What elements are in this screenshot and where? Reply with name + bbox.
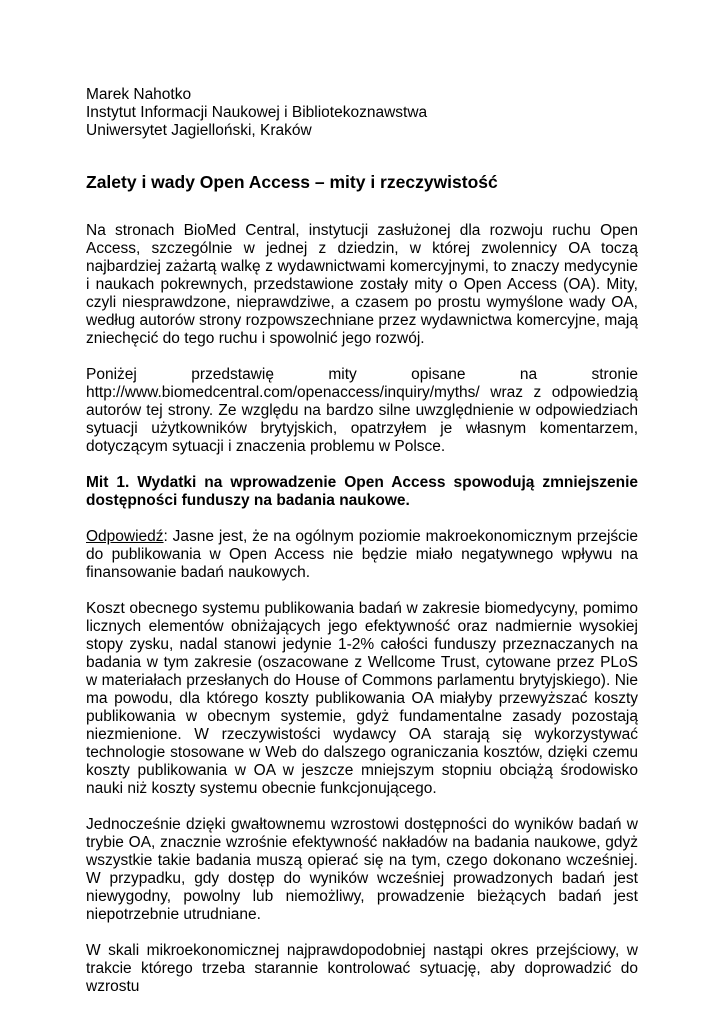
- paragraph-myths-source: Poniżej przedstawię mity opisane na stronie http://www.biomedcentral.com/openaccess/inquiry/myths/ wraz z odpowiedzią autorów tej strony. Ze względu na bardzo silne uwzględnienie w odpowiedziach sytuacji użytkowników brytyjskich, opatrzyłem je własnym komentarzem, dotyczącym sytuacji i znaczenia problemu w Polsce.: [86, 366, 638, 455]
- author-name: Marek Nahotko: [86, 86, 192, 103]
- myth-1-heading: Mit 1. Wydatki na wprowadzenie Open Access spowodują zmniejszenie dostępności funduszy na badania naukowe.: [86, 474, 638, 509]
- paragraph-intro: Na stronach BioMed Central, instytucji zasłużonej dla rozwoju ruchu Open Access, szczególnie w jednej z dziedzin, w której zwolennicy OA toczą najbardziej zażartą walkę z wydawnictwami komercyjnymi, to znaczy medycynie i naukach pokrewnych, przedstawione zostały mity o Open Access (OA). Mity, czyli niesprawdzone, nieprawdziwe, a czasem po prostu wymyślone wady OA, według autorów strony rozpowszechniane przez wydawnictwa komercyjne, mają zniechęcić do tego ruchu i spowolnić jego rozwój.: [86, 222, 638, 347]
- paragraph-cost: Koszt obecnego systemu publikowania badań w zakresie biomedycyny, pomimo licznych elementów obniżających jego efektywność oraz nadmiernie wysokiej stopy zysku, nadal stanowi jedynie 1-2% całości funduszy przeznaczanych na badania w tym zakresie (oszacowane z Wellcome Trust, cytowane przez PLoS w materiałach przesłanych do House of Commons parlamentu brytyjskiego). Nie ma powodu, dla którego koszty publikowania OA miałyby przewyższać koszty publikowania w obecnym systemie, gdyż fundamentalne zasady pozostają niezmienione. W rzeczywistości wydawcy OA starają się wykorzystywać technologie stosowane w Web do dalszego ograniczania kosztów, dzięki czemu koszty publikowania w OA w jeszcze mniejszym stopniu obciążą środowisko nauki niż koszty systemu obecnie funkcjonującego.: [86, 600, 638, 797]
- answer-label: Odpowiedź: [86, 528, 164, 545]
- paragraph-efficiency: Jednocześnie dzięki gwałtownemu wzrostowi dostępności do wyników badań w trybie OA, znacznie wzrośnie efektywność nakładów na badania naukowe, gdyż wszystkie takie badania muszą opierać się na tym, czego dokonano wcześniej. W przypadku, gdy dostęp do wyników wcześniej prowadzonych badań jest niewygodny, powolny lub niemożliwy, prowadzenie bieżących badań jest niepotrzebnie utrudniane.: [86, 816, 638, 923]
- paragraph-answer: [86, 528, 638, 582]
- paragraph-microeconomic: W skali mikroekonomicznej najprawdopodobniej nastąpi okres przejściowy, w trakcie którego trzeba starannie kontrolować sytuację, aby doprowadzić do wzrostu: [86, 942, 638, 995]
- body-text: [86, 222, 638, 1014]
- answer-text: : Jasne jest, że na ogólnym poziomie makroekonomicznym przejście do publikowania w Open Access nie będzie miało negatywnego wpływu na finansowanie badań naukowych.: [86, 528, 638, 581]
- document-title: Zalety i wady Open Access – mity i rzeczywistość: [86, 172, 498, 192]
- author-institute: Instytut Informacji Naukowej i Bibliotekoznawstwa: [86, 104, 428, 121]
- author-block: [86, 86, 638, 140]
- author-university: Uniwersytet Jagielloński, Kraków: [86, 122, 312, 139]
